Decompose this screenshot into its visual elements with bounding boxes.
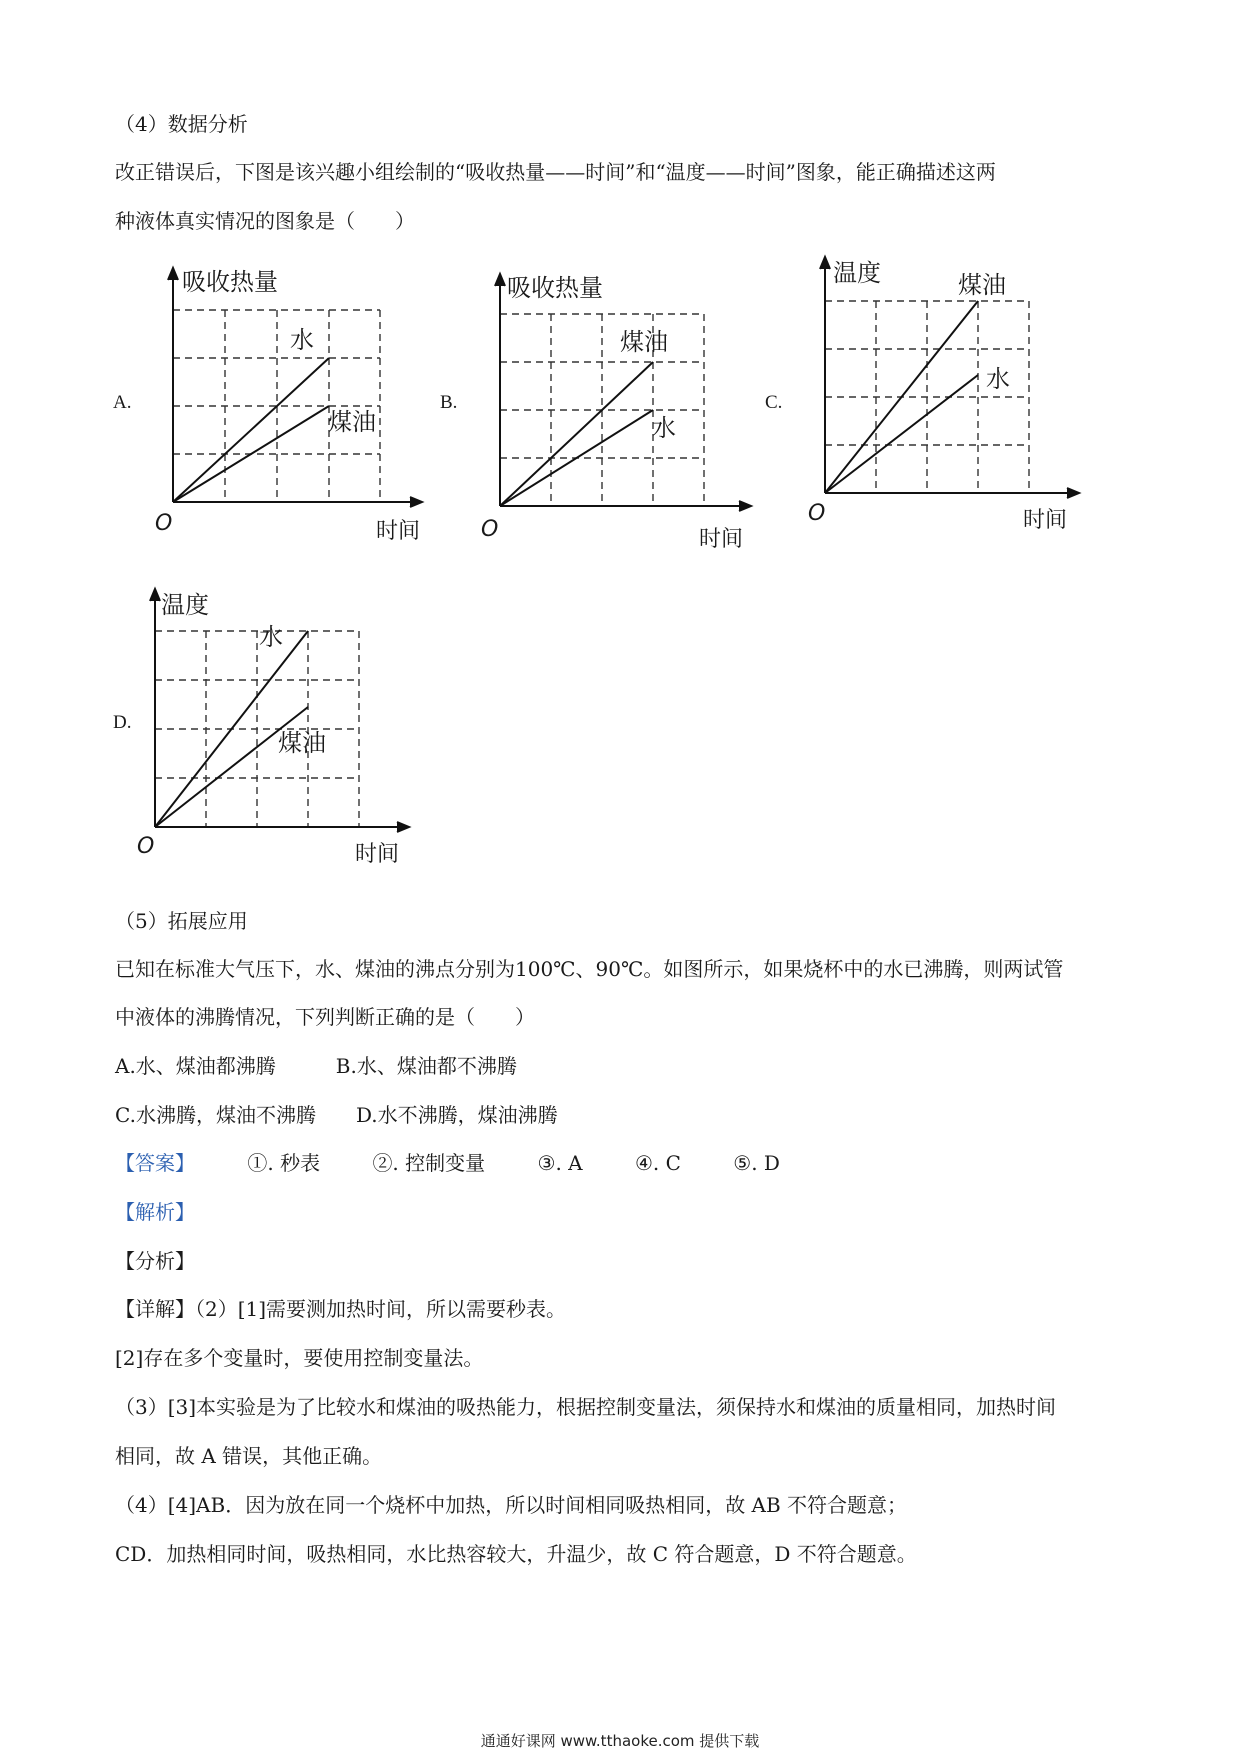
answer-tag: 【答案】 [115, 1151, 195, 1175]
q5-options-ab: A.水、煤油都沸腾 B.水、煤油都不沸腾 [115, 1054, 517, 1078]
graph-d-xlabel: 时间 [355, 842, 400, 867]
graph-c-upper-label: 煤油 [958, 271, 1006, 299]
graph-a [150, 260, 430, 550]
graph-d-lower-label: 煤油 [278, 729, 326, 757]
q4-text-line1: 改正错误后，下图是该兴趣小组绘制的“吸收热量——时间”和“温度——时间”图象，能正确描述这两 [115, 160, 996, 184]
graph-a-upper-label: 水 [290, 326, 314, 354]
answer-item-4: ④. C [634, 1151, 681, 1175]
graph-b-lower-label: 水 [652, 414, 676, 442]
fenxi-tag: 【分析】 [115, 1249, 195, 1273]
graph-b-origin: O [481, 517, 499, 542]
graph-d-origin: O [137, 834, 155, 859]
detail-line-1 [115, 1293, 566, 1322]
analysis-tag: 【解析】 [115, 1200, 195, 1224]
graph-c-ylabel: 温度 [833, 259, 881, 287]
graph-b [477, 266, 767, 556]
graph-d-ylabel: 温度 [161, 591, 209, 619]
option-a-label: A. [113, 392, 132, 413]
graph-a-xlabel: 时间 [376, 519, 421, 544]
detail-line-5: （4）[4]AB．因为放在同一个烧杯中加热，所以时间相同吸热相同，故 AB 不符合题意； [115, 1493, 908, 1517]
detail-tag: 【详解】 [115, 1297, 195, 1321]
detail-line-4: 相同，故 A 错误，其他正确。 [115, 1444, 383, 1468]
graph-c-xlabel: 时间 [1023, 508, 1068, 533]
option-c-label: C. [765, 392, 783, 413]
q4-text-line2: 种液体真实情况的图象是（ ） [115, 209, 415, 233]
section5-title: （5）拓展应用 [115, 909, 248, 933]
option-b-label: B. [440, 392, 458, 413]
q5-options-cd: C.水沸腾，煤油不沸腾 D.水不沸腾，煤油沸腾 [115, 1103, 558, 1127]
detail-line-3: （3）[3]本实验是为了比较水和煤油的吸热能力，根据控制变量法，须保持水和煤油的质量相同，加热时间 [115, 1395, 1057, 1419]
graph-c-origin: O [808, 501, 826, 526]
page-footer: 通通好课网 www.tthaoke.com 提供下载 [480, 1732, 760, 1750]
graph-a-ylabel: 吸收热量 [182, 268, 278, 296]
q5-text-line2: 中液体的沸腾情况，下列判断正确的是（ ） [115, 1005, 535, 1029]
graph-c [803, 255, 1093, 545]
answer-item-2: ②. 控制变量 [372, 1151, 486, 1175]
detail-line-6: CD．加热相同时间，吸热相同，水比热容较大，升温少，故 C 符合题意，D 不符合题意。 [115, 1542, 917, 1566]
graph-d-upper-label: 水 [259, 623, 283, 651]
answer-line [115, 1147, 826, 1176]
option-d-label: D. [113, 712, 132, 733]
detail-line-2: [2]存在多个变量时，要使用控制变量法。 [115, 1346, 484, 1370]
answer-item-1: ①. 秒表 [247, 1151, 321, 1175]
answer-item-5: ⑤. D [733, 1151, 780, 1175]
q5-text-line1: 已知在标准大气压下，水、煤油的沸点分别为100℃、90℃。如图所示，如果烧杯中的水已沸腾，则两试管 [115, 957, 1064, 981]
graph-b-upper-label: 煤油 [620, 328, 668, 356]
graph-d [133, 585, 423, 875]
graph-b-xlabel: 时间 [699, 527, 744, 552]
graph-b-ylabel: 吸收热量 [507, 274, 603, 302]
detail-line-1-text: （2）[1]需要测加热时间，所以需要秒表。 [195, 1297, 567, 1321]
answer-item-3: ③. A [537, 1151, 583, 1175]
section4-title: （4）数据分析 [115, 112, 248, 136]
graph-c-lower-label: 水 [986, 365, 1010, 393]
graph-a-lower-label: 煤油 [328, 408, 376, 436]
graph-a-origin: O [155, 511, 173, 536]
